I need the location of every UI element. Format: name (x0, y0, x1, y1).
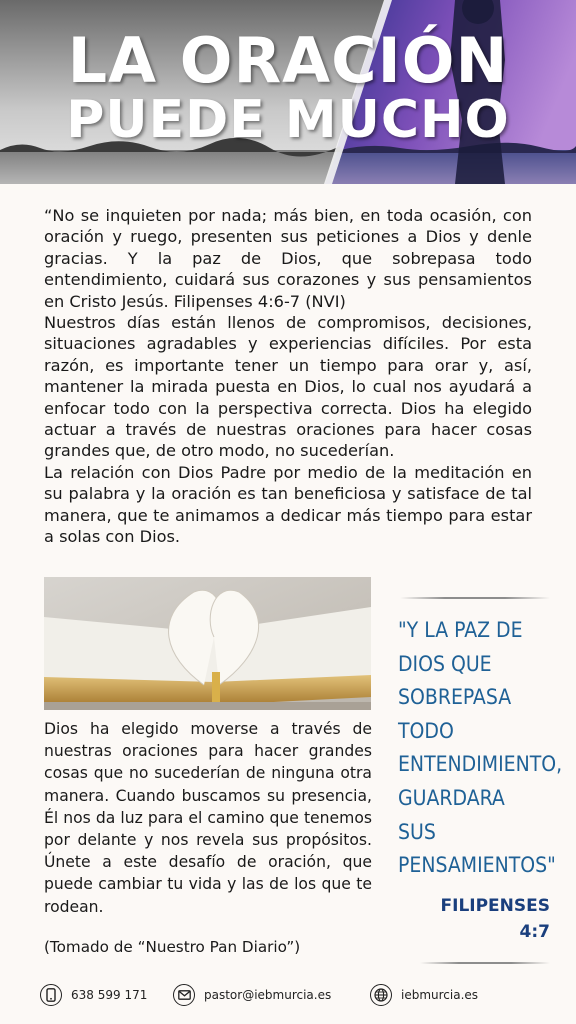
quote-line: SUS (398, 819, 436, 844)
header-banner (0, 0, 576, 184)
contact-web[interactable] (370, 980, 478, 1010)
quote-line: "Y LA PAZ DE (398, 618, 523, 642)
intro-paragraph-2: Nuestros días están llenos de compromisos, decisiones, situaciones agradables y experiencias difíciles. Por esta razón, es importante tener un tiempo para orar y, así, mantener la mirada puesta en Dios, lo cual nos ayudará a enfocar todo con la perspectiva correcta. Dios ha elegido actuar a través de nuestras oraciones para hacer cosas grandes que, de otro modo, no sucederían. (44, 313, 532, 461)
email-address: pastor@iebmurcia.es (204, 988, 332, 1002)
quote-line: SOBREPASA (398, 685, 512, 710)
title-line-2: PUEDE MUCHO (66, 90, 510, 150)
mail-icon (173, 984, 195, 1006)
body-paragraph: Dios ha elegido moverse a través de nuestras oraciones para hacer grandes cosas que no sucederían de ninguna otra manera. Cuando buscamos su presencia, Él nos da luz para el camino que tenemos por delante y nos revela sus propósitos. Únete a este desafío de oración, que puede cambiar tu vida y las de los que te rodean. (44, 720, 372, 916)
quote-top-divider (400, 597, 550, 599)
phone-number: 638 599 171 (71, 988, 148, 1002)
intro-paragraph-3: La relación con Dios Padre por medio de la meditación en su palabra y la oración es tan beneficiosa y satisface de tal manera, que te animamos a dedicar más tiempo para estar a solas con Dios. (44, 462, 532, 547)
quote-line: TODO (398, 718, 454, 743)
globe-icon (370, 984, 392, 1006)
quote-reference-verse: 4:7 (519, 922, 550, 942)
contact-email[interactable] (173, 980, 331, 1010)
website-url: iebmurcia.es (401, 988, 479, 1002)
quote-line: ENTENDIMIENTO, (398, 752, 563, 777)
quote-line: DIOS QUE (398, 651, 492, 676)
bible-quote (398, 614, 568, 883)
intro-text (44, 205, 532, 548)
quote-reference-book: FILIPENSES (440, 896, 550, 916)
intro-paragraph-1: “No se inquieten por nada; más bien, en toda ocasión, con oración y ruego, presenten sus peticiones a Dios y denle gracias. Y la paz de Dios, que sobrepasa todo entendimiento, cuidará sus corazones y sus pensamientos en Cristo Jesús. Filipenses 4:6-7 (NVI) (44, 206, 532, 311)
quote-line: PENSAMIENTOS" (398, 853, 556, 878)
quote-bottom-divider (420, 962, 550, 964)
bible-photo (44, 577, 371, 710)
contact-phone[interactable] (40, 980, 147, 1010)
phone-icon (40, 984, 62, 1006)
title-line-1: LA ORACIÓN (67, 24, 509, 97)
quote-line: GUARDARA (398, 785, 505, 810)
quote-reference (430, 893, 550, 945)
source-credit: (Tomado de “Nuestro Pan Diario”) (44, 938, 301, 956)
contact-footer (0, 980, 576, 1010)
